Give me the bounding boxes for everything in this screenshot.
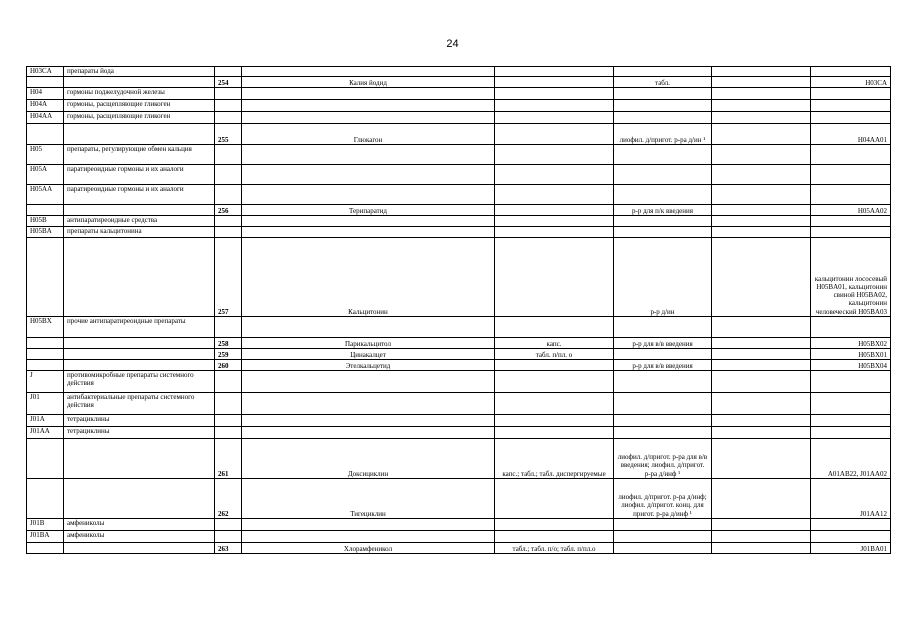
atc-code xyxy=(811,317,891,338)
drug-name xyxy=(242,317,495,338)
atc-code xyxy=(811,165,891,185)
item-number: 260 xyxy=(215,360,242,371)
table-row xyxy=(27,349,891,360)
drug-name: Этелкальцетид xyxy=(242,360,495,371)
empty-cell xyxy=(712,216,811,227)
dosage-form-injection xyxy=(614,227,712,238)
dosage-form-injection: лиофил. д/пригот. р-ра д/ин ¹ xyxy=(614,124,712,145)
item-number xyxy=(215,100,242,112)
table-row xyxy=(27,227,891,238)
table-row xyxy=(27,371,891,393)
empty-cell xyxy=(712,165,811,185)
drug-name xyxy=(242,145,495,165)
drug-name xyxy=(242,216,495,227)
atc-group-code xyxy=(27,439,64,479)
atc-code xyxy=(811,519,891,531)
atc-group-code: H04A xyxy=(27,100,64,112)
dosage-form-oral xyxy=(495,360,614,371)
table-row xyxy=(27,77,891,88)
empty-cell xyxy=(712,185,811,205)
drug-name xyxy=(242,67,495,77)
empty-cell xyxy=(712,227,811,238)
item-number: 256 xyxy=(215,205,242,216)
table-row xyxy=(27,317,891,338)
atc-code xyxy=(811,88,891,100)
table-row xyxy=(27,338,891,349)
empty-cell xyxy=(712,238,811,317)
atc-group-name xyxy=(64,543,215,554)
table-row xyxy=(27,238,891,317)
dosage-form-oral xyxy=(495,185,614,205)
dosage-form-injection xyxy=(614,185,712,205)
table-row xyxy=(27,88,891,100)
atc-group-code: J01B xyxy=(27,519,64,531)
atc-group-name xyxy=(64,360,215,371)
table-row xyxy=(27,185,891,205)
table-row xyxy=(27,427,891,439)
dosage-form-oral xyxy=(495,112,614,124)
empty-cell xyxy=(712,338,811,349)
item-number xyxy=(215,67,242,77)
dosage-form-oral xyxy=(495,100,614,112)
page-number: 24 xyxy=(446,38,459,50)
atc-group-name xyxy=(64,124,215,145)
dosage-form-injection xyxy=(614,519,712,531)
item-number xyxy=(215,371,242,393)
atc-code: H05BX01 xyxy=(811,349,891,360)
atc-group-name xyxy=(64,349,215,360)
empty-cell xyxy=(712,100,811,112)
atc-code xyxy=(811,227,891,238)
atc-group-name xyxy=(64,479,215,519)
empty-cell xyxy=(712,77,811,88)
empty-cell xyxy=(712,205,811,216)
table-row xyxy=(27,393,891,415)
item-number xyxy=(215,317,242,338)
dosage-form-oral: табл.; табл. п/о; табл. п/пл.о xyxy=(495,543,614,554)
atc-group-code xyxy=(27,349,64,360)
dosage-form-oral xyxy=(495,165,614,185)
drug-name: Терипаратид xyxy=(242,205,495,216)
atc-code xyxy=(811,100,891,112)
atc-group-name xyxy=(64,439,215,479)
atc-group-code xyxy=(27,543,64,554)
atc-group-code: J01BA xyxy=(27,531,64,543)
dosage-form-injection xyxy=(614,543,712,554)
dosage-form-injection: табл. xyxy=(614,77,712,88)
empty-cell xyxy=(712,349,811,360)
atc-group-name: препараты йода xyxy=(64,67,215,77)
empty-cell xyxy=(712,67,811,77)
dosage-form-oral: табл. п/пл. о xyxy=(495,349,614,360)
table-row xyxy=(27,543,891,554)
atc-group-name: прочие антипаратиреоидные препараты xyxy=(64,317,215,338)
dosage-form-oral xyxy=(495,479,614,519)
atc-group-name: паратиреоидные гормоны и их аналоги xyxy=(64,165,215,185)
item-number: 254 xyxy=(215,77,242,88)
table-row xyxy=(27,124,891,145)
table-row xyxy=(27,205,891,216)
empty-cell xyxy=(712,439,811,479)
dosage-form-injection xyxy=(614,415,712,427)
atc-group-code xyxy=(27,479,64,519)
dosage-form-injection: р-р для в/в введения xyxy=(614,338,712,349)
dosage-form-oral: капс. xyxy=(495,338,614,349)
table-row xyxy=(27,531,891,543)
drug-name xyxy=(242,427,495,439)
item-number xyxy=(215,393,242,415)
atc-code: кальцитонин лососевый H05BA01, кальцитонин свиной H05BA02, кальцитонин человеческий H05BA03 xyxy=(811,238,891,317)
atc-group-code xyxy=(27,205,64,216)
item-number xyxy=(215,185,242,205)
table-row xyxy=(27,67,891,77)
empty-cell xyxy=(712,543,811,554)
empty-cell xyxy=(712,427,811,439)
drug-name xyxy=(242,415,495,427)
dosage-form-oral: капс.; табл.; табл. диспергируемые xyxy=(495,439,614,479)
atc-code xyxy=(811,415,891,427)
empty-cell xyxy=(712,393,811,415)
atc-group-code: H05BA xyxy=(27,227,64,238)
table-row xyxy=(27,519,891,531)
atc-code xyxy=(811,371,891,393)
dosage-form-oral xyxy=(495,205,614,216)
item-number xyxy=(215,165,242,185)
dosage-form-injection xyxy=(614,216,712,227)
atc-group-name: амфениколы xyxy=(64,531,215,543)
atc-group-name: тетрациклины xyxy=(64,427,215,439)
atc-group-name: тетрациклины xyxy=(64,415,215,427)
dosage-form-injection xyxy=(614,145,712,165)
dosage-form-oral xyxy=(495,124,614,145)
dosage-form-oral xyxy=(495,393,614,415)
atc-group-code xyxy=(27,124,64,145)
drug-name xyxy=(242,185,495,205)
empty-cell xyxy=(712,88,811,100)
atc-group-name: препараты, регулирующие обмен кальция xyxy=(64,145,215,165)
empty-cell xyxy=(712,519,811,531)
item-number: 263 xyxy=(215,543,242,554)
empty-cell xyxy=(712,479,811,519)
atc-group-name xyxy=(64,205,215,216)
item-number xyxy=(215,145,242,165)
drug-name: Хлорамфеникол xyxy=(242,543,495,554)
atc-code: H05AA02 xyxy=(811,205,891,216)
drug-name xyxy=(242,112,495,124)
drug-name xyxy=(242,227,495,238)
atc-code xyxy=(811,112,891,124)
item-number xyxy=(215,415,242,427)
dosage-form-injection xyxy=(614,165,712,185)
drug-name xyxy=(242,371,495,393)
atc-group-name xyxy=(64,77,215,88)
table-row xyxy=(27,145,891,165)
dosage-form-injection: р-р для п/к введения xyxy=(614,205,712,216)
atc-group-code xyxy=(27,338,64,349)
item-number xyxy=(215,88,242,100)
atc-code: H04AA01 xyxy=(811,124,891,145)
atc-code xyxy=(811,145,891,165)
dosage-form-injection xyxy=(614,393,712,415)
empty-cell xyxy=(712,145,811,165)
item-number: 258 xyxy=(215,338,242,349)
item-number: 257 xyxy=(215,238,242,317)
drug-name: Тигециклин xyxy=(242,479,495,519)
table-row xyxy=(27,165,891,185)
empty-cell xyxy=(712,360,811,371)
atc-group-code: J xyxy=(27,371,64,393)
dosage-form-injection xyxy=(614,427,712,439)
atc-code xyxy=(811,67,891,77)
table-row xyxy=(27,360,891,371)
dosage-form-injection xyxy=(614,531,712,543)
atc-group-name: амфениколы xyxy=(64,519,215,531)
atc-code: H05BX02 xyxy=(811,338,891,349)
empty-cell xyxy=(712,112,811,124)
item-number xyxy=(215,427,242,439)
table-row xyxy=(27,112,891,124)
item-number xyxy=(215,216,242,227)
dosage-form-oral xyxy=(495,519,614,531)
table-row xyxy=(27,415,891,427)
atc-group-name xyxy=(64,238,215,317)
atc-code xyxy=(811,393,891,415)
dosage-form-oral xyxy=(495,317,614,338)
atc-group-code xyxy=(27,77,64,88)
atc-group-code: H05 xyxy=(27,145,64,165)
atc-group-name xyxy=(64,338,215,349)
drug-name: Парикальцитол xyxy=(242,338,495,349)
atc-group-name: гормоны поджелудочной железы xyxy=(64,88,215,100)
atc-code xyxy=(811,216,891,227)
dosage-form-injection: лиофил. д/пригот. р-ра д/инф; лиофил. д/пригот. конц. для пригот. р-ра д/инф ¹ xyxy=(614,479,712,519)
dosage-form-oral xyxy=(495,216,614,227)
atc-group-code: J01A xyxy=(27,415,64,427)
dosage-form-injection xyxy=(614,317,712,338)
dosage-form-oral xyxy=(495,371,614,393)
drug-name xyxy=(242,100,495,112)
atc-group-name: препараты кальцитонина xyxy=(64,227,215,238)
atc-code: J01AA12 xyxy=(811,479,891,519)
drug-name xyxy=(242,519,495,531)
item-number: 262 xyxy=(215,479,242,519)
dosage-form-injection: р-р для в/в введения xyxy=(614,360,712,371)
dosage-form-injection xyxy=(614,371,712,393)
table-row xyxy=(27,216,891,227)
atc-code xyxy=(811,185,891,205)
atc-group-name: антибактериальные препараты системного действия xyxy=(64,393,215,415)
dosage-form-oral xyxy=(495,531,614,543)
dosage-form-oral xyxy=(495,145,614,165)
dosage-form-oral xyxy=(495,415,614,427)
atc-code xyxy=(811,427,891,439)
dosage-form-injection xyxy=(614,112,712,124)
table-row xyxy=(27,439,891,479)
dosage-form-injection: лиофил. д/пригот. р-ра для в/в введения; лиофил. д/пригот. р-ра д/инф ¹ xyxy=(614,439,712,479)
atc-code xyxy=(811,531,891,543)
item-number: 259 xyxy=(215,349,242,360)
drug-name: Кальцитонин xyxy=(242,238,495,317)
atc-group-name: гормоны, расщепляющие гликоген xyxy=(64,112,215,124)
drug-list-table xyxy=(26,66,891,554)
atc-group-code: H03CA xyxy=(27,67,64,77)
atc-group-code: H04AA xyxy=(27,112,64,124)
drug-name: Цинакалцет xyxy=(242,349,495,360)
empty-cell xyxy=(712,531,811,543)
atc-group-code: H05A xyxy=(27,165,64,185)
item-number xyxy=(215,519,242,531)
empty-cell xyxy=(712,371,811,393)
empty-cell xyxy=(712,415,811,427)
dosage-form-oral xyxy=(495,238,614,317)
item-number: 255 xyxy=(215,124,242,145)
dosage-form-oral xyxy=(495,427,614,439)
drug-name: Калия йодид xyxy=(242,77,495,88)
dosage-form-oral xyxy=(495,77,614,88)
atc-group-name: паратиреоидные гормоны и их аналоги xyxy=(64,185,215,205)
table-row xyxy=(27,100,891,112)
atc-group-code: H05AA xyxy=(27,185,64,205)
item-number xyxy=(215,112,242,124)
dosage-form-oral xyxy=(495,67,614,77)
atc-group-code xyxy=(27,238,64,317)
dosage-form-injection: р-р д/ин xyxy=(614,238,712,317)
atc-code: H05BX04 xyxy=(811,360,891,371)
empty-cell xyxy=(712,124,811,145)
item-number: 261 xyxy=(215,439,242,479)
dosage-form-injection xyxy=(614,67,712,77)
drug-name xyxy=(242,165,495,185)
drug-name xyxy=(242,531,495,543)
atc-code: H03CA xyxy=(811,77,891,88)
atc-group-name: антипаратиреоидные средства xyxy=(64,216,215,227)
empty-cell xyxy=(712,317,811,338)
atc-group-code: J01 xyxy=(27,393,64,415)
table-row xyxy=(27,479,891,519)
dosage-form-injection xyxy=(614,88,712,100)
drug-name xyxy=(242,88,495,100)
dosage-form-oral xyxy=(495,227,614,238)
atc-code: A01AB22, J01AA02 xyxy=(811,439,891,479)
atc-group-code: H04 xyxy=(27,88,64,100)
item-number xyxy=(215,227,242,238)
dosage-form-injection xyxy=(614,349,712,360)
drug-name: Глюкагон xyxy=(242,124,495,145)
atc-code: J01BA01 xyxy=(811,543,891,554)
atc-group-name: противомикробные препараты системного действия xyxy=(64,371,215,393)
dosage-form-oral xyxy=(495,88,614,100)
drug-name: Доксициклин xyxy=(242,439,495,479)
atc-group-code: H05B xyxy=(27,216,64,227)
dosage-form-injection xyxy=(614,100,712,112)
item-number xyxy=(215,531,242,543)
atc-group-code xyxy=(27,360,64,371)
atc-group-name: гормоны, расщепляющие гликоген xyxy=(64,100,215,112)
atc-group-code: H05BX xyxy=(27,317,64,338)
drug-name xyxy=(242,393,495,415)
atc-group-code: J01AA xyxy=(27,427,64,439)
